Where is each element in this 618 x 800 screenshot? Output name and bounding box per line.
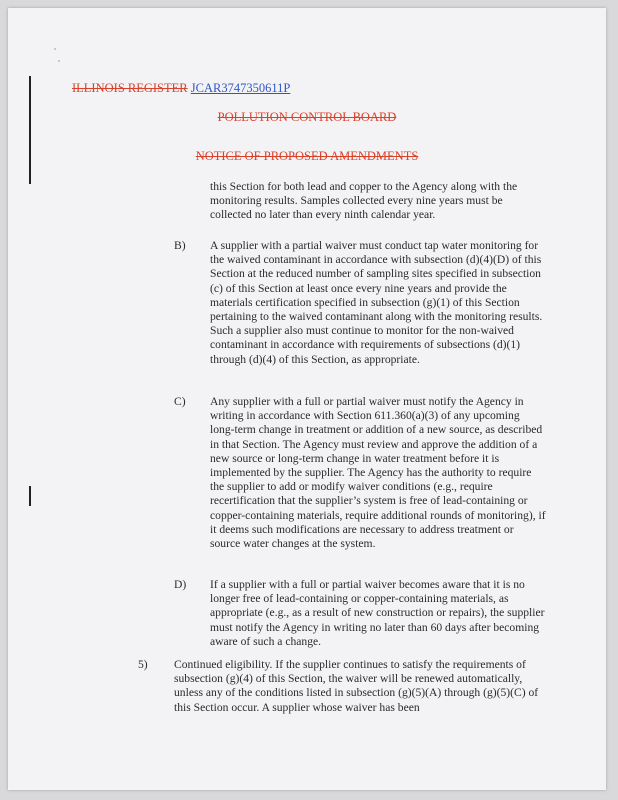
item-b-label: B) [174, 239, 186, 252]
register-header [72, 81, 290, 96]
notice-title: NOTICE OF PROPOSED AMENDMENTS [195, 149, 419, 163]
document-page [8, 8, 606, 790]
board-title: POLLUTION CONTROL BOARD [217, 110, 397, 124]
continuation-paragraph: this Section for both lead and copper to the Agency along with the monitoring results. Samples collected every nine years must be collected no later than every ninth calendar year. [210, 180, 518, 222]
item-d-text: If a supplier with a full or partial waiver becomes aware that it is no longer free of lead-containing or copper-containing materials, as appropriate (e.g., as a result of new construction or repairs), the supplier must notify the Agency in writing no later than 60 days after becoming aware of such a change. [210, 578, 545, 648]
scan-artifact [58, 60, 60, 62]
register-title-deleted: ILLINOIS REGISTER [72, 81, 188, 95]
item-c-label: C) [174, 395, 186, 408]
item-5-label: 5) [138, 658, 148, 671]
item-5-text: Continued eligibility. If the supplier continues to satisfy the requirements of subsection (g)(4) of this Section, the waiver will be renewed automatically, unless any of the conditions listed in subsection (g)(5)(A) through (g)(5)(C) of this Section occur. A supplier whose waiver has been [174, 658, 539, 714]
item-d-label: D) [174, 578, 187, 591]
register-id-inserted: JCAR3747350611P [190, 81, 291, 95]
scan-artifact [54, 48, 56, 50]
item-b-text: A supplier with a partial waiver must conduct tap water monitoring for the waived contaminant in accordance with subsection (d)(4)(D) of this Section at the reduced number of sampling sites specified in subsection (c) of this Section at least once every nine years and provide the materials certification specified in subsection (g)(1) of this Section pertaining to the waived contaminant along with the monitoring results. Such a supplier also must continue to monitor for the non-waived contaminant in accordance with requirements of subsections (d)(1) through (d)(4) of this Section, as appropriate. [210, 239, 543, 366]
revision-bar [29, 76, 31, 184]
item-c-text: Any supplier with a full or partial waiver must notify the Agency in writing in accordance with Section 611.360(a)(3) of any upcoming long-term change in treatment or addition of a new source, as described in that Section. The Agency must review and approve the addition of a new source or long-term change in water treatment before it is implemented by the supplier. The Agency has the authority to require the supplier to add or modify waiver conditions (e.g., require recertification that the supplier’s system is free of lead-containing or copper-containing materials, require additional rounds of monitoring), if it deems such modifications are necessary to address treatment or source water changes at the system. [210, 395, 546, 551]
revision-bar [29, 486, 31, 506]
